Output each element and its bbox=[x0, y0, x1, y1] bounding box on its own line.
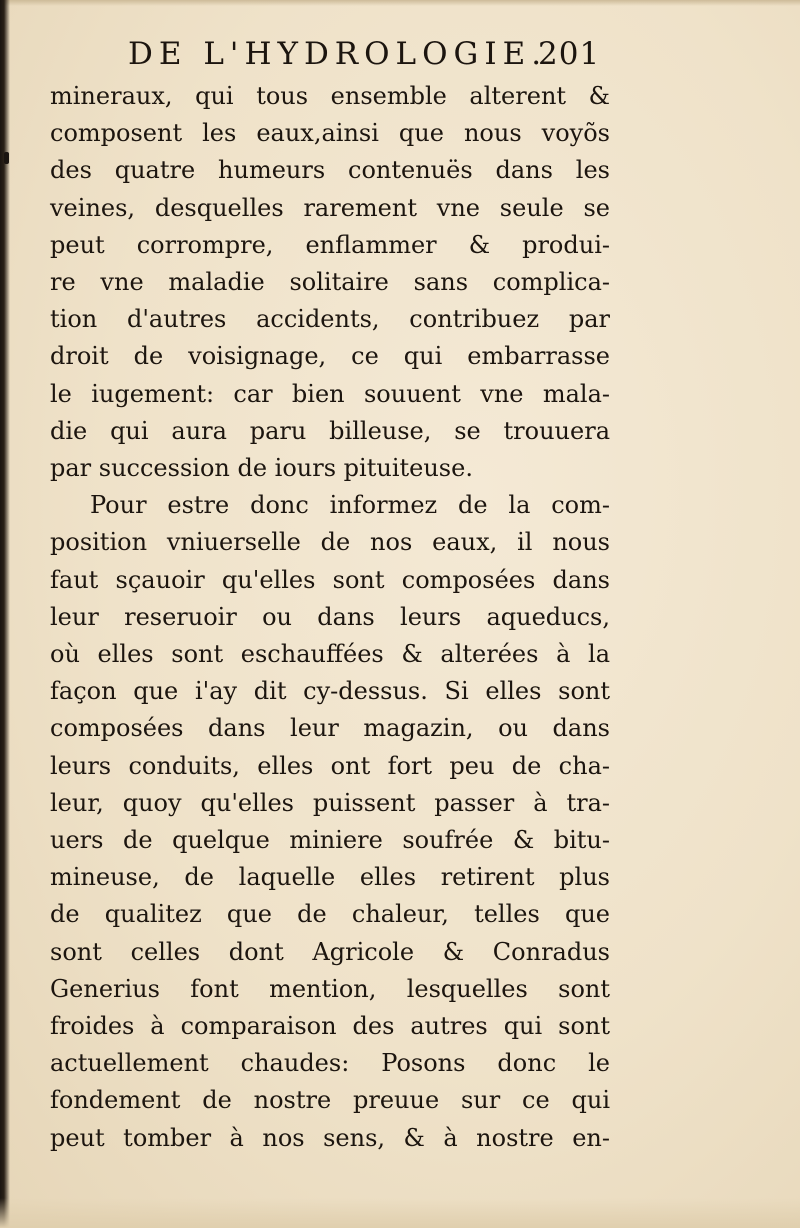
body-text bbox=[50, 78, 610, 1157]
text-line: des quatre humeurs contenuës dans les bbox=[50, 156, 610, 185]
text-line: sont celles dont Agricole & Conradus bbox=[50, 937, 610, 966]
text-line: faut sçauoir qu'elles sont composées dans bbox=[50, 565, 610, 594]
text-line: le iugement: car bien souuent vne mala- bbox=[50, 379, 610, 408]
paragraph-start-line: Pour estre donc informez de la com- bbox=[90, 491, 610, 520]
text-line: froides à comparaison des autres qui sont bbox=[50, 1012, 610, 1041]
text-line: leur, quoy qu'elles puissent passer à tra- bbox=[50, 788, 610, 817]
text-line: position vniuerselle de nos eaux, il nous bbox=[50, 528, 610, 557]
text-line: composent les eaux,ainsi que nous voyõs bbox=[50, 119, 610, 148]
text-line: mineraux, qui tous ensemble alterent & bbox=[50, 82, 610, 110]
text-line: peut tomber à nos sens, & à nostre en- bbox=[50, 1123, 610, 1152]
text-line: de qualitez que de chaleur, telles que bbox=[50, 900, 610, 929]
text-line: fondement de nostre preuue sur ce qui bbox=[50, 1086, 610, 1115]
text-line: die qui aura paru billeuse, se trouuera bbox=[50, 416, 610, 445]
text-line: Generius font mention, lesquelles sont bbox=[50, 974, 610, 1003]
text-line: tion d'autres accidents, contribuez par bbox=[50, 305, 610, 334]
running-head: DE L'HYDROLOGIE. bbox=[128, 36, 548, 72]
margin-mark bbox=[4, 152, 9, 164]
text-line: façon que i'ay dit cy-dessus. Si elles sont bbox=[50, 677, 610, 706]
text-line: composées dans leur magazin, ou dans bbox=[50, 714, 610, 743]
page-bottom-edge bbox=[0, 1198, 800, 1228]
text-line: mineuse, de laquelle elles retirent plus bbox=[50, 863, 610, 892]
text-line: où elles sont eschauffées & alterées à la bbox=[50, 640, 610, 669]
text-line: peut corrompre, enflammer & produi- bbox=[50, 230, 610, 259]
text-line: droit de voisignage, ce qui embarrasse bbox=[50, 342, 610, 371]
text-line: uers de quelque miniere soufrée & bitu- bbox=[50, 826, 610, 855]
text-line: leur reseruoir ou dans leurs aqueducs, bbox=[50, 602, 610, 631]
text-line: veines, desquelles rarement vne seule se bbox=[50, 193, 610, 222]
page-number: 201 bbox=[538, 36, 601, 72]
page-top-edge bbox=[0, 0, 800, 6]
binding-edge bbox=[0, 0, 10, 1228]
text-line: re vne maladie solitaire sans complica- bbox=[50, 268, 610, 297]
text-line: leurs conduits, elles ont fort peu de cha- bbox=[50, 751, 610, 780]
text-line: actuellement chaudes: Posons donc le bbox=[50, 1049, 610, 1078]
text-line: par succession de iours pituiteuse. bbox=[50, 454, 473, 483]
